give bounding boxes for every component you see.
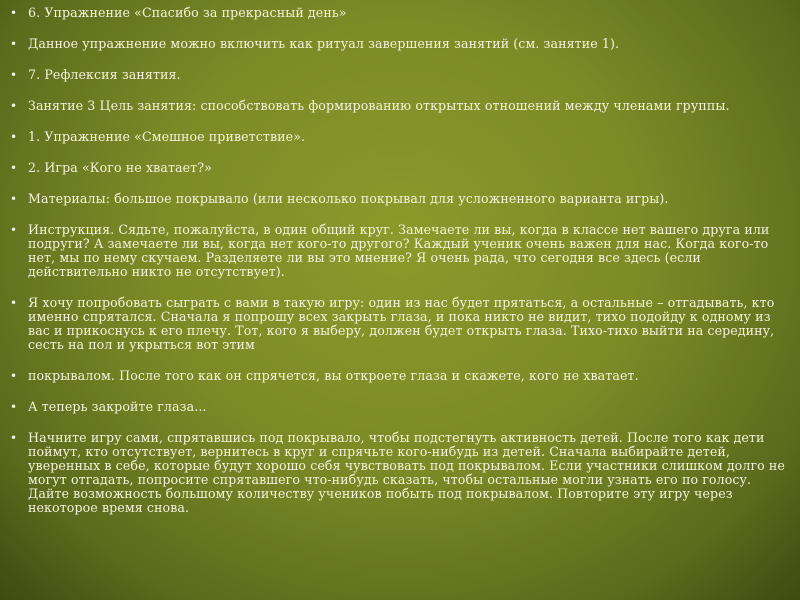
bullet-icon: • (10, 431, 18, 445)
list-item-text: 2. Игра «Кого не хватает?» (28, 160, 212, 175)
list-item (10, 223, 785, 279)
bullet-icon: • (10, 130, 18, 144)
bullet-icon: • (10, 68, 18, 82)
bullet-icon: • (10, 400, 18, 414)
bullet-icon: • (10, 369, 18, 383)
list-item (10, 400, 785, 414)
list-item-text: Занятие 3 Цель занятия: способствовать формированию открытых отношений между членами группы. (28, 98, 730, 113)
list-item (10, 6, 785, 20)
bullet-icon: • (10, 223, 18, 237)
list-item-text: Я хочу попробовать сыграть с вами в такую игру: один из нас будет прятаться, а остальные – отгадывать, кто именно спрятался. Сначала я попрошу всех закрыть глаза, и пока никто не видит, тихо подойду к одному из вас и прикоснусь к его плечу. Тот, кого я выберу, должен будет открыть глаза. Тихо-тихо выйти на середину, сесть на пол и укрыться вот этим (28, 295, 775, 352)
list-item (10, 296, 785, 352)
list-item-text: Инструкция. Сядьте, пожалуйста, в один общий круг. Замечаете ли вы, когда в классе нет вашего друга или подруги? А замечаете ли вы, когда нет кого-то другого? Каждый ученик очень важен для нас. Когда кого-то нет, мы по нему скучаем. Разделяете ли вы это мнение? Я очень рада, что сегодня все здесь (если действительно никто не отсутствует). (28, 222, 770, 279)
list-item (10, 369, 785, 383)
list-item (10, 99, 785, 113)
list-item (10, 431, 785, 515)
list-item-text: 1. Упражнение «Смешное приветствие». (28, 129, 306, 144)
list-item-text: Начните игру сами, спрятавшись под покрывало, чтобы подстегнуть активность детей. После того как дети поймут, кто отсутствует, вернитесь в круг и спрячьте кого-нибудь из детей. Сначала выбирайте детей, уверенных в себе, которые будут хорошо себя чувствовать под покрывалом. Если участники слишком долго не могут отгадать, попросите спрятавшего что-нибудь сказать, чтобы остальные могли узнать его по голосу. Дайте возможность большому количеству учеников побыть под покрывалом. Повторите эту игру через некоторое время снова. (28, 430, 785, 515)
list-item (10, 37, 785, 51)
list-item-text: Материалы: большое покрывало (или несколько покрывал для усложненного варианта игры). (28, 191, 669, 206)
list-item-text: Данное упражнение можно включить как ритуал завершения занятий (см. занятие 1). (28, 36, 620, 51)
list-item-text: покрывалом. После того как он спрячется, вы откроете глаза и скажете, кого не хватает. (28, 368, 639, 383)
bullet-list (10, 6, 785, 532)
list-item (10, 130, 785, 144)
list-item (10, 68, 785, 82)
bullet-icon: • (10, 37, 18, 51)
list-item-text: 7. Рефлексия занятия. (28, 67, 181, 82)
list-item (10, 192, 785, 206)
bullet-icon: • (10, 296, 18, 310)
list-item-text: 6. Упражнение «Спасибо за прекрасный день» (28, 5, 347, 20)
bullet-icon: • (10, 6, 18, 20)
bullet-icon: • (10, 161, 18, 175)
list-item (10, 161, 785, 175)
bullet-icon: • (10, 192, 18, 206)
bullet-icon: • (10, 99, 18, 113)
list-item-text: А теперь закройте глаза... (28, 399, 207, 414)
